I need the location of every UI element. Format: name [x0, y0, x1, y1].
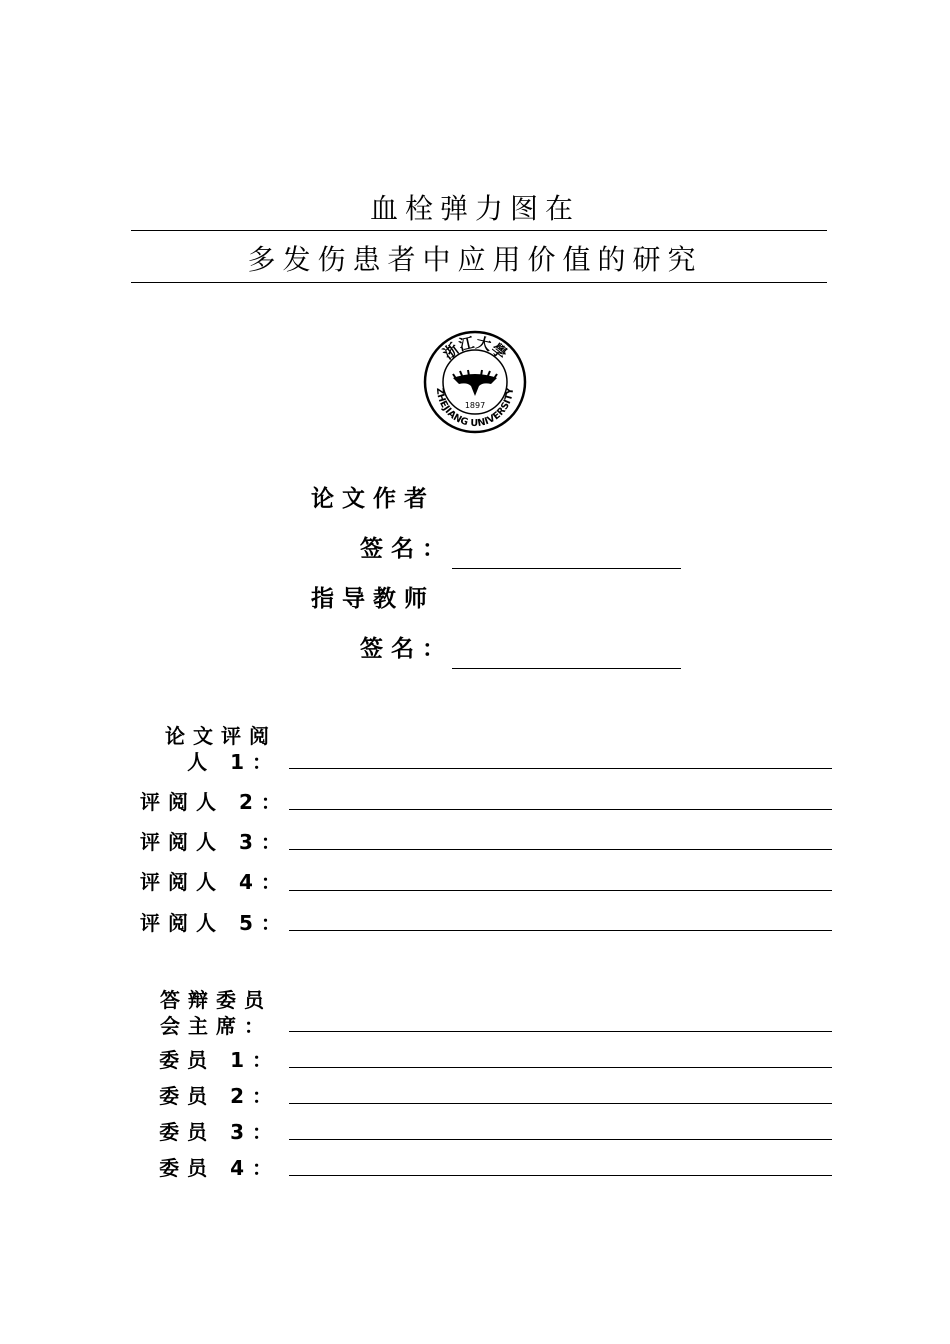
advisor-sign-label: 签名： [360, 636, 453, 662]
university-seal-logo [423, 330, 527, 434]
reviewer-5-line[interactable] [289, 930, 832, 931]
title-rule-1 [131, 230, 827, 231]
author-sign-label: 签名： [360, 536, 453, 562]
committee-member-4-line[interactable] [289, 1175, 832, 1176]
reviewer-4-line[interactable] [289, 890, 832, 891]
reviewer-4-label: 评阅人 4： [140, 870, 289, 894]
author-label: 论文作者 [311, 486, 435, 512]
reviewer-2-line[interactable] [289, 809, 832, 810]
reviewer-1-label-line1: 论文评阅 [165, 724, 277, 748]
seal-text-top: 浙江大學 [439, 333, 511, 363]
seal-text-bottom: ZHEJIANG UNIVERSITY [433, 387, 517, 430]
author-signature-line[interactable] [452, 568, 681, 569]
committee-member-3-label: 委员 3： [159, 1120, 280, 1144]
committee-member-1-label: 委员 1： [159, 1048, 280, 1072]
committee-chair-label-line2: 会主席： [160, 1014, 272, 1038]
reviewer-1-label-line2: 人 1： [187, 750, 280, 774]
committee-chair-label-line1: 答辩委员 [160, 988, 272, 1012]
advisor-label: 指导教师 [311, 586, 435, 612]
committee-member-1-line[interactable] [289, 1067, 832, 1068]
reviewer-2-label: 评阅人 2： [140, 790, 289, 814]
committee-chair-line[interactable] [289, 1031, 832, 1032]
advisor-signature-line[interactable] [452, 668, 681, 669]
seal-year: 1897 [464, 401, 486, 410]
committee-member-4-label: 委员 4： [159, 1156, 280, 1180]
reviewer-3-label: 评阅人 3： [140, 830, 289, 854]
title-rule-2 [131, 282, 827, 283]
reviewer-1-line[interactable] [289, 768, 832, 769]
thesis-title-line2: 多发伤患者中应用价值的研究 [247, 243, 703, 276]
committee-member-2-label: 委员 2： [159, 1084, 280, 1108]
reviewer-3-line[interactable] [289, 849, 832, 850]
reviewer-5-label: 评阅人 5： [140, 911, 289, 935]
committee-member-3-line[interactable] [289, 1139, 832, 1140]
thesis-title-line1: 血栓弹力图在 [369, 192, 580, 225]
committee-member-2-line[interactable] [289, 1103, 832, 1104]
seal-emblem-icon [453, 374, 497, 396]
